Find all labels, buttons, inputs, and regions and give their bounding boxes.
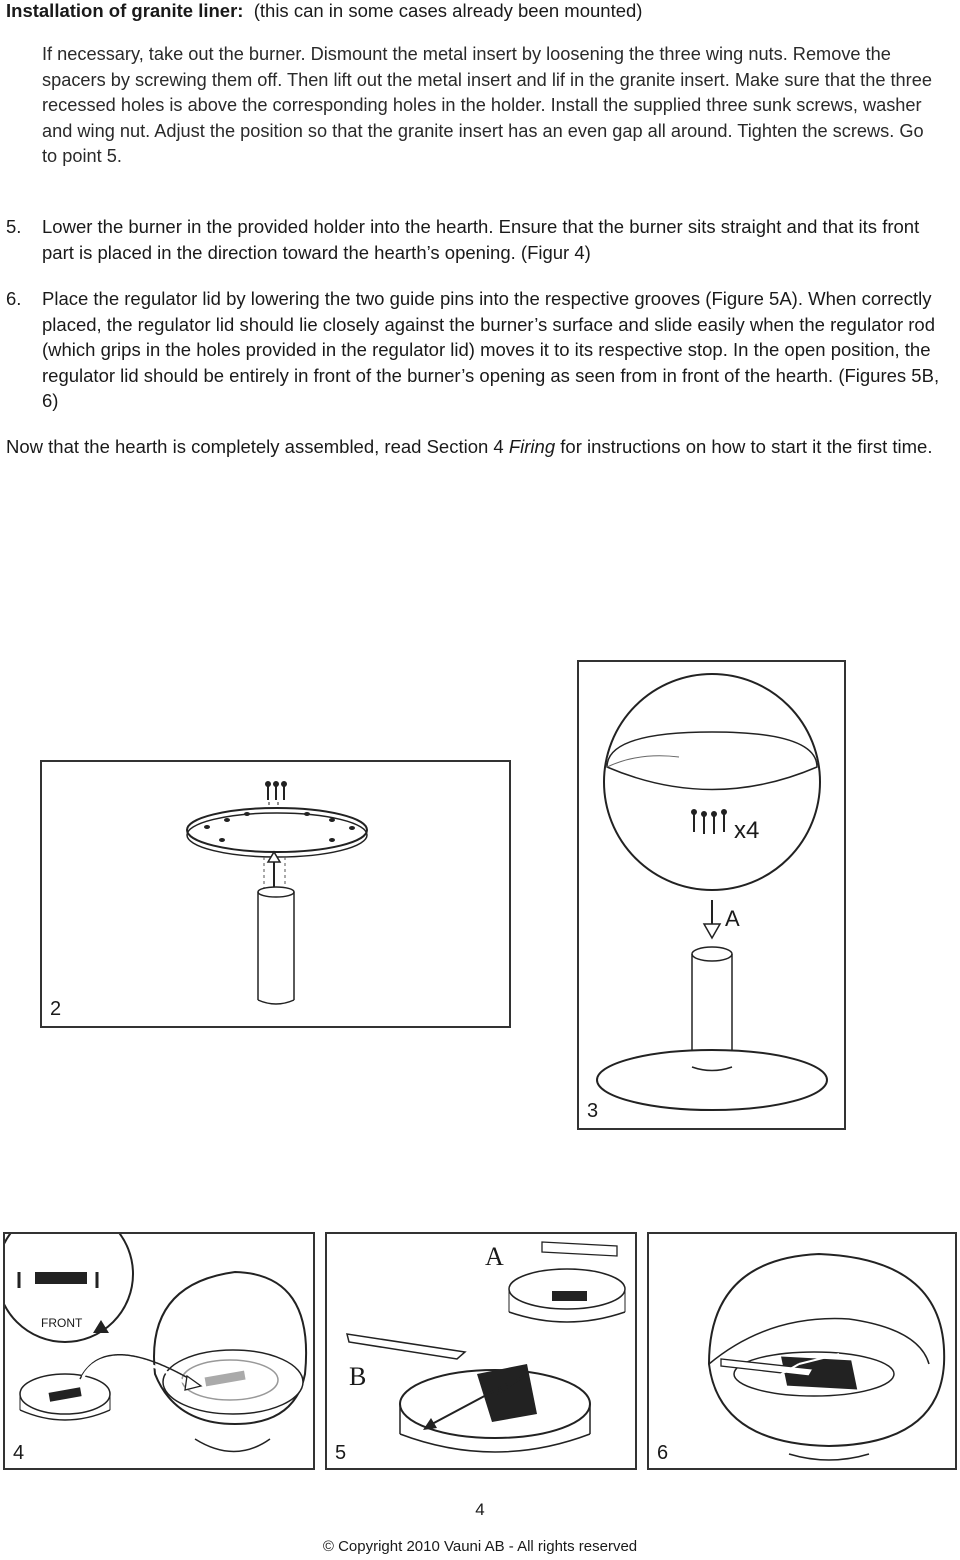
figure-3-screw-count: x4 [734,817,760,844]
closing-paragraph [6,434,954,460]
figure-3 [577,660,846,1130]
figure-4-front-label: FRONT [41,1316,83,1330]
figure-4-illustration [5,1234,317,1472]
heading-note: (this can in some cases already been mounted) [253,0,643,21]
figure-5-label-a: A [485,1242,504,1271]
heading-title: Installation of granite liner: [6,0,244,21]
step-6 [6,286,956,414]
figure-2 [40,760,511,1028]
figure-3-arrow-label: A [725,906,740,931]
intro-paragraph: If necessary, take out the burner. Dismount the metal insert by loosening the three wing nuts. Remove the spacers by screwing them off. Then lift out the metal insert and lif in the granite insert. Make sure that the three recessed holes is above the corresponding holes in the holder. Install the supplied three sunk screws, washer and wing nut. Adjust the position so that the granite insert has an even gap all around. Tighten the screws. Go to point 5. [42,44,932,167]
figure-5-number: 5 [335,1442,347,1464]
closing-text-after: for instructions on how to start it the first time. [555,436,933,457]
section-heading [6,0,642,22]
closing-text-before: Now that the hearth is completely assembled, read Section 4 [6,436,509,457]
copyright: © Copyright 2010 Vauni AB - All rights reserved [322,1538,638,1555]
figure-3-number: 3 [587,1100,599,1122]
figure-6-number: 6 [657,1442,669,1464]
figure-4 [3,1232,315,1470]
step-number: 6. [6,288,22,309]
figure-5 [325,1232,637,1470]
figure-6 [647,1232,957,1470]
step-text: Place the regulator lid by lowering the two guide pins into the respective grooves (Figure 5A). When correctly placed, the regulator lid should lie closely against the burner’s surface and slide easily when the regulator rod (which grips in the holes provided in the regulator lid) moves it to its respective stop. In the open position, the regulator lid should be entirely in front of the burner’s opening as seen from in front of the hearth. (Figures 5B, 6) [42,288,940,412]
step-text: Lower the burner in the provided holder into the hearth. Ensure that the burner sits straight and that its front part is placed in the direction toward the hearth’s opening. (Figur 4) [42,216,920,263]
step-number: 5. [6,216,22,237]
figure-3-illustration [579,662,848,1132]
step-5 [6,214,956,265]
figure-2-illustration [42,762,513,1030]
page-number: 4 [475,1500,485,1519]
figure-5-illustration [327,1234,639,1472]
closing-emphasis: Firing [508,436,556,457]
figure-4-number: 4 [13,1442,25,1464]
figure-6-illustration [649,1234,959,1472]
figure-5-label-b: B [349,1362,367,1391]
figure-2-number: 2 [50,998,62,1020]
